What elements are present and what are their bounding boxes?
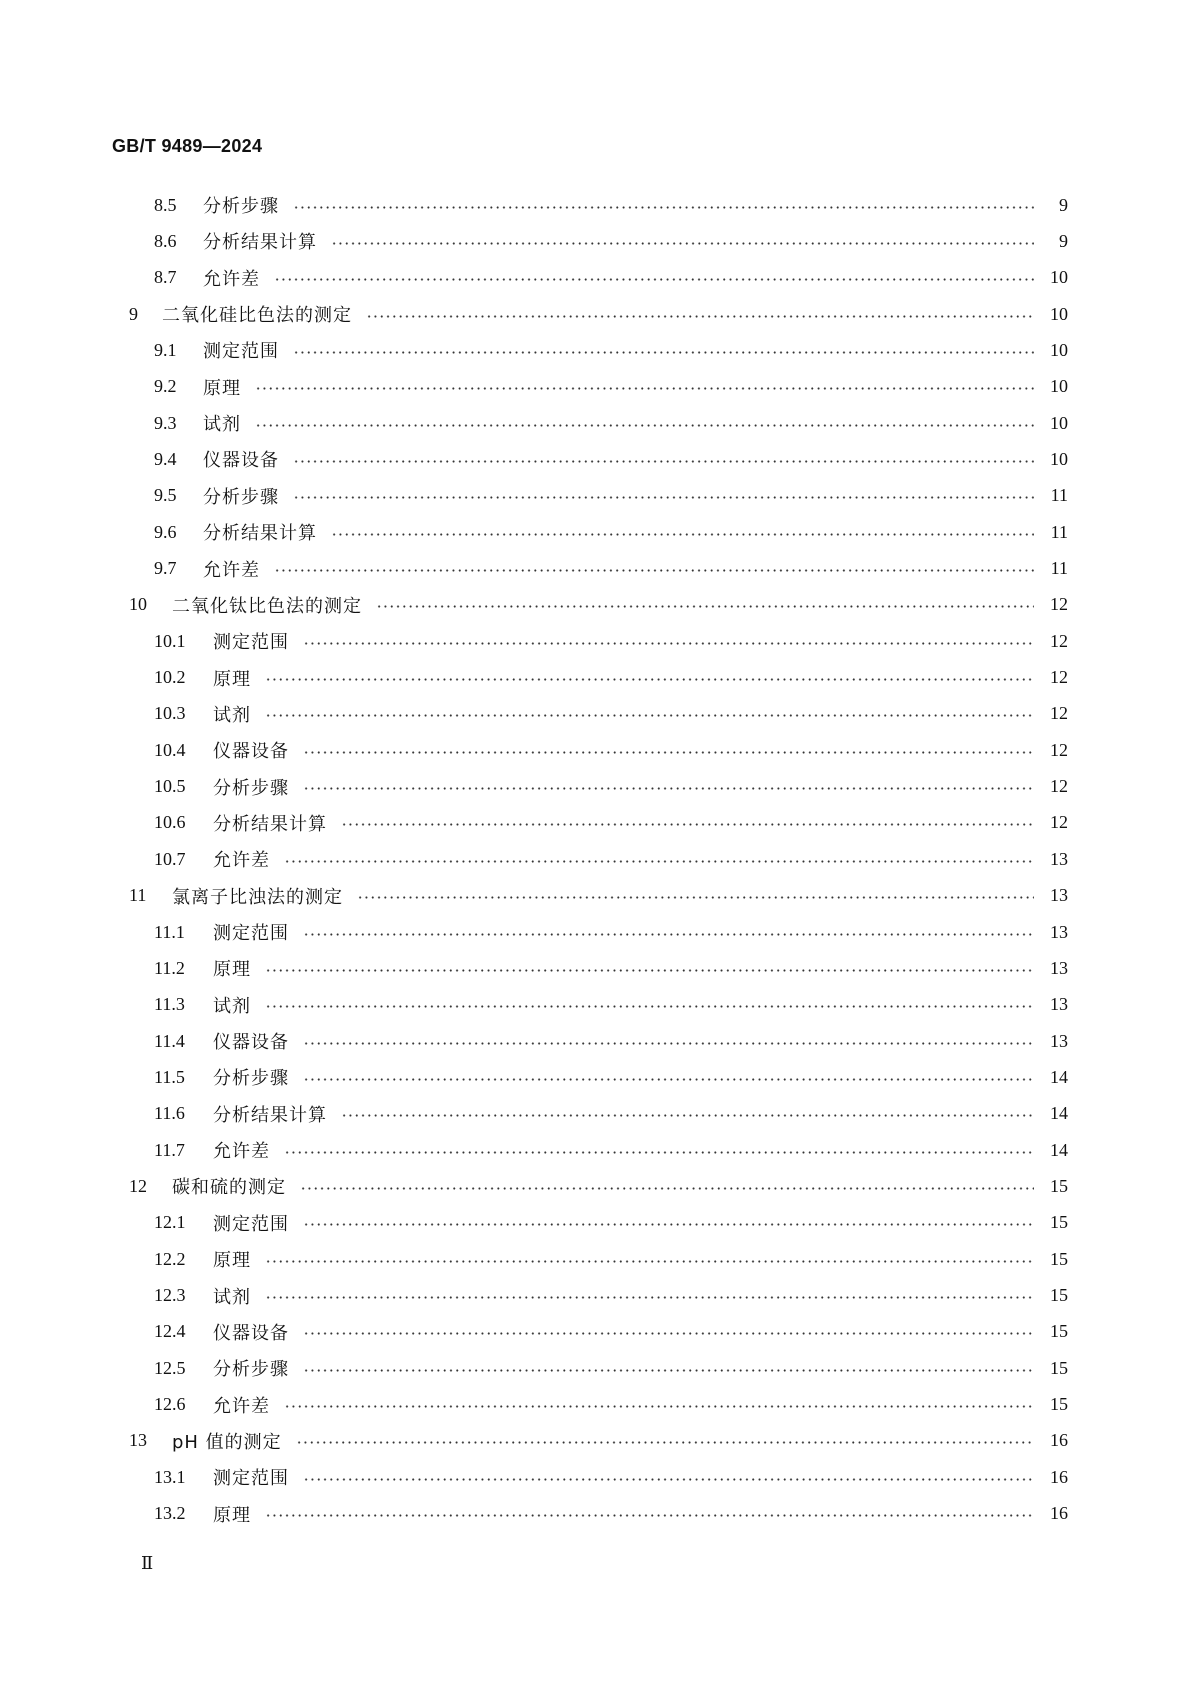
toc-section-entry[interactable] — [154, 1497, 1068, 1531]
document-code: GB/T 9489—2024 — [112, 136, 263, 156]
toc-dot-leader — [284, 1405, 1034, 1408]
toc-entry-number: 10.7 — [154, 848, 186, 869]
toc-entry-page: 14 — [1050, 1066, 1068, 1087]
toc-entry-number: 12 — [129, 1175, 147, 1196]
toc-dot-leader — [366, 315, 1034, 318]
toc-entry-number: 9.1 — [154, 339, 177, 360]
toc-entry-page: 15 — [1050, 1212, 1068, 1233]
toc-entry-number: 10 — [129, 594, 147, 615]
toc-entry-number: 11.6 — [154, 1103, 185, 1124]
toc-entry-page: 10 — [1050, 412, 1068, 433]
toc-entry-page: 13 — [1050, 848, 1068, 869]
toc-entry-title: 碳和硫的测定 — [172, 1177, 286, 1199]
toc-dot-leader — [284, 860, 1034, 863]
toc-entry-page: 10 — [1050, 448, 1068, 469]
toc-entry-title: 测定范围 — [213, 632, 289, 654]
toc-entry-number: 12.5 — [154, 1357, 186, 1378]
toc-entry-page: 15 — [1050, 1394, 1068, 1415]
toc-entry-number: 9.3 — [154, 412, 177, 433]
toc-section-entry[interactable] — [154, 806, 1068, 840]
toc-entry-title: 原理 — [213, 1504, 251, 1526]
toc-dot-leader — [274, 278, 1034, 281]
toc-entry-number: 13.2 — [154, 1503, 186, 1524]
toc-entry-number: 10.4 — [154, 739, 186, 760]
toc-entry-page: 10 — [1050, 303, 1068, 324]
toc-section-entry[interactable] — [154, 697, 1068, 731]
toc-chapter-entry[interactable] — [129, 1169, 1068, 1203]
toc-entry-title: 分析结果计算 — [213, 1104, 327, 1126]
toc-section-entry[interactable] — [154, 1133, 1068, 1167]
toc-entry-title: 分析步骤 — [203, 196, 279, 217]
toc-entry-number: 9 — [129, 303, 138, 324]
toc-section-entry[interactable] — [154, 1024, 1068, 1058]
toc-entry-page: 12 — [1050, 812, 1068, 833]
toc-section-entry[interactable] — [154, 1460, 1068, 1494]
toc-dot-leader — [293, 496, 1034, 499]
toc-entry-number: 13.1 — [154, 1466, 186, 1487]
toc-dot-leader — [284, 1151, 1034, 1154]
toc-section-entry[interactable] — [154, 261, 1068, 295]
toc-section-entry[interactable] — [154, 442, 1068, 476]
toc-entry-number: 9.4 — [154, 448, 177, 469]
toc-entry-number: 10.6 — [154, 812, 186, 833]
toc-entry-number: 11.1 — [154, 921, 185, 942]
toc-entry-page: 14 — [1050, 1139, 1068, 1160]
toc-entry-title: 允许差 — [203, 268, 260, 290]
page-number: Ⅱ — [141, 1553, 154, 1573]
toc-dot-leader — [303, 751, 1034, 754]
toc-section-entry[interactable] — [154, 1097, 1068, 1131]
toc-section-entry[interactable] — [154, 1388, 1068, 1422]
toc-section-entry[interactable] — [154, 661, 1068, 695]
toc-entry-number: 11.5 — [154, 1066, 185, 1087]
toc-entry-title: 原理 — [213, 668, 251, 690]
toc-entry-page: 11 — [1050, 521, 1068, 542]
toc-entry-number: 10.3 — [154, 703, 186, 724]
toc-dot-leader — [303, 933, 1034, 936]
toc-entry-title: 二氧化钛比色法的测定 — [172, 595, 362, 617]
toc-dot-leader — [331, 533, 1034, 536]
toc-dot-leader — [274, 569, 1034, 572]
toc-entry-page: 12 — [1050, 630, 1068, 651]
toc-entry-page: 13 — [1050, 957, 1068, 978]
toc-entry-number: 11.2 — [154, 957, 185, 978]
toc-entry-page: 9 — [1059, 230, 1068, 251]
toc-entry-title: 分析步骤 — [203, 486, 279, 508]
toc-dot-leader — [303, 1078, 1034, 1081]
toc-entry-number: 11 — [129, 885, 147, 906]
toc-dot-leader — [303, 642, 1034, 645]
toc-entry-page: 16 — [1050, 1466, 1068, 1487]
toc-entry-title: 试剂 — [203, 414, 241, 436]
toc-entry-title: 允许差 — [213, 850, 270, 872]
toc-entry-number: 12.4 — [154, 1321, 186, 1342]
toc-dot-leader — [265, 678, 1034, 681]
toc-entry-title: 分析结果计算 — [213, 813, 327, 835]
toc-dot-leader — [296, 1441, 1034, 1444]
toc-entry-title: 试剂 — [213, 704, 251, 726]
toc-entry-number: 12.2 — [154, 1248, 186, 1269]
toc-entry-title: 允许差 — [203, 559, 260, 581]
toc-dot-leader — [265, 1296, 1034, 1299]
toc-dot-leader — [357, 896, 1034, 899]
toc-entry-page: 12 — [1050, 776, 1068, 797]
toc-dot-leader — [265, 1005, 1034, 1008]
toc-chapter-entry[interactable] — [129, 588, 1068, 622]
toc-entry-number: 9.7 — [154, 558, 177, 578]
toc-entry-title: 分析结果计算 — [203, 523, 317, 545]
toc-entry-page: 16 — [1050, 1430, 1068, 1451]
toc-entry-title: 测定范围 — [213, 1468, 289, 1490]
toc-dot-leader — [331, 242, 1034, 245]
toc-entry-number: 13 — [129, 1430, 147, 1451]
toc-section-entry[interactable] — [154, 1315, 1068, 1349]
toc-entry-page: 15 — [1050, 1248, 1068, 1269]
toc-chapter-entry[interactable] — [129, 1424, 1068, 1458]
toc-entry-page: 11 — [1050, 485, 1068, 506]
toc-section-entry[interactable] — [154, 1242, 1068, 1276]
toc-section-entry[interactable] — [154, 1060, 1068, 1094]
toc-dot-leader — [303, 1223, 1034, 1226]
toc-section-entry[interactable] — [154, 224, 1068, 258]
toc-entry-page: 14 — [1050, 1103, 1068, 1124]
toc-section-entry[interactable] — [154, 842, 1068, 876]
toc-entry-page: 15 — [1050, 1321, 1068, 1342]
toc-entry-title: 测定范围 — [213, 923, 289, 944]
toc-entry-title: 原理 — [213, 1250, 251, 1272]
toc-section-entry[interactable] — [154, 515, 1068, 549]
toc-dot-leader — [303, 1369, 1034, 1372]
toc-entry-title: 氯离子比浊法的测定 — [172, 886, 343, 908]
toc-entry-page: 16 — [1050, 1503, 1068, 1524]
toc-section-entry[interactable] — [154, 988, 1068, 1022]
toc-dot-leader — [293, 351, 1034, 354]
toc-entry-title: 仪器设备 — [213, 1322, 289, 1344]
toc-dot-leader — [265, 1514, 1034, 1517]
toc-entry-page: 10 — [1050, 376, 1068, 397]
toc-entry-number: 8.6 — [154, 230, 177, 251]
toc-entry-title: pH 值的测定 — [172, 1431, 282, 1453]
toc-section-entry[interactable] — [154, 552, 1068, 586]
toc-entry-page: 11 — [1050, 558, 1068, 578]
toc-section-entry[interactable] — [154, 406, 1068, 440]
toc-dot-leader — [265, 714, 1034, 717]
toc-section-entry[interactable] — [154, 333, 1068, 367]
toc-section-entry[interactable] — [154, 770, 1068, 804]
toc-entry-page: 13 — [1050, 885, 1068, 906]
toc-section-entry[interactable] — [154, 1351, 1068, 1385]
toc-entry-title: 分析步骤 — [213, 777, 289, 799]
toc-entry-title: 仪器设备 — [213, 741, 289, 763]
toc-entry-title: 分析步骤 — [213, 1068, 289, 1090]
toc-chapter-entry[interactable] — [129, 879, 1068, 913]
toc-entry-number: 9.2 — [154, 376, 177, 397]
toc-entry-number: 8.7 — [154, 267, 177, 288]
toc-section-entry[interactable] — [154, 479, 1068, 513]
toc-dot-leader — [265, 969, 1034, 972]
toc-entry-page: 15 — [1050, 1357, 1068, 1378]
toc-entry-number: 10.2 — [154, 667, 186, 688]
toc-entry-number: 10.5 — [154, 776, 186, 797]
toc-entry-page: 13 — [1050, 921, 1068, 942]
toc-entry-title: 分析结果计算 — [203, 232, 317, 254]
toc-entry-number: 10.1 — [154, 630, 186, 651]
toc-dot-leader — [376, 605, 1034, 608]
toc-entry-title: 测定范围 — [203, 341, 279, 363]
toc-entry-title: 试剂 — [213, 1286, 251, 1308]
toc-entry-page: 12 — [1050, 703, 1068, 724]
toc-entry-number: 11.3 — [154, 994, 185, 1015]
toc-entry-number: 11.7 — [154, 1139, 185, 1160]
toc-entry-title: 允许差 — [213, 1141, 270, 1163]
toc-entry-page: 13 — [1050, 1030, 1068, 1051]
toc-entry-title: 试剂 — [213, 995, 251, 1017]
toc-dot-leader — [341, 1114, 1034, 1117]
toc-entry-page: 13 — [1050, 994, 1068, 1015]
toc-entry-number: 12.1 — [154, 1212, 186, 1233]
toc-section-entry[interactable] — [154, 915, 1068, 949]
toc-entry-page: 12 — [1050, 739, 1068, 760]
toc-dot-leader — [341, 823, 1034, 826]
toc-entry-title: 原理 — [203, 377, 241, 399]
toc-entry-title: 分析步骤 — [213, 1359, 289, 1381]
toc-dot-leader — [293, 206, 1034, 209]
toc-section-entry[interactable] — [154, 624, 1068, 658]
toc-entry-number: 9.5 — [154, 485, 177, 506]
toc-entry-title: 测定范围 — [213, 1213, 289, 1235]
toc-dot-leader — [265, 1260, 1034, 1263]
toc-entry-title: 仪器设备 — [203, 450, 279, 472]
toc-section-entry[interactable] — [154, 188, 1068, 222]
toc-entry-title: 原理 — [213, 959, 251, 981]
toc-section-entry[interactable] — [154, 1206, 1068, 1240]
toc-section-entry[interactable] — [154, 1279, 1068, 1313]
toc-dot-leader — [293, 460, 1034, 463]
toc-entry-page: 10 — [1050, 267, 1068, 288]
toc-entry-page: 10 — [1050, 339, 1068, 360]
toc-section-entry[interactable] — [154, 951, 1068, 985]
toc-entry-number: 12.6 — [154, 1394, 186, 1415]
toc-dot-leader — [300, 1187, 1034, 1190]
toc-dot-leader — [303, 1478, 1034, 1481]
toc-entry-title: 二氧化硅比色法的测定 — [162, 305, 352, 327]
toc-dot-leader — [255, 387, 1034, 390]
toc-entry-number: 12.3 — [154, 1285, 186, 1305]
toc-entry-page: 12 — [1050, 667, 1068, 688]
toc-entry-title: 允许差 — [213, 1395, 270, 1417]
toc-dot-leader — [303, 787, 1034, 790]
toc-entry-page: 15 — [1050, 1175, 1068, 1196]
toc-dot-leader — [255, 424, 1034, 427]
toc-entry-number: 8.5 — [154, 194, 177, 215]
toc-entry-page: 15 — [1050, 1285, 1068, 1305]
toc-dot-leader — [303, 1042, 1034, 1045]
toc-chapter-entry[interactable] — [129, 297, 1068, 331]
toc-entry-title: 仪器设备 — [213, 1032, 289, 1054]
toc-entry-number: 11.4 — [154, 1030, 185, 1051]
toc-section-entry[interactable] — [154, 370, 1068, 404]
toc-entry-page: 12 — [1050, 594, 1068, 615]
toc-dot-leader — [303, 1332, 1034, 1335]
toc-section-entry[interactable] — [154, 733, 1068, 767]
toc-entry-number: 9.6 — [154, 521, 177, 542]
toc-entry-page: 9 — [1059, 194, 1068, 215]
